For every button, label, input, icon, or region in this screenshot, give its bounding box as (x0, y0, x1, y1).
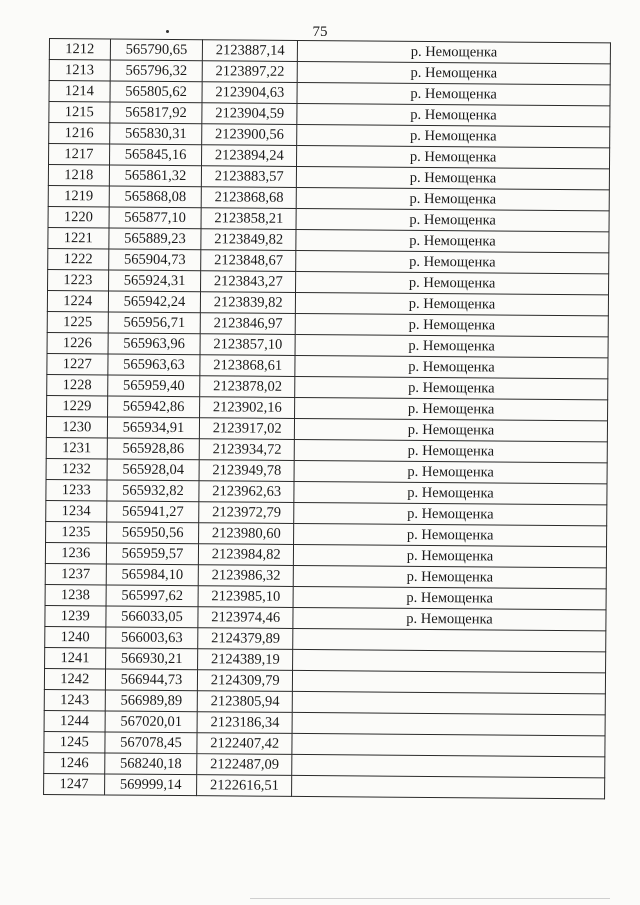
description-cell (293, 649, 606, 672)
description-cell: р. Немощенка (293, 607, 606, 630)
x-coordinate-cell: 565963,63 (108, 354, 201, 376)
y-coordinate-cell: 2123883,57 (202, 166, 297, 188)
x-coordinate-cell: 568240,18 (104, 753, 197, 775)
description-cell: р. Немощенка (294, 544, 607, 567)
y-coordinate-cell: 2123868,61 (200, 355, 295, 377)
x-coordinate-cell: 565956,71 (108, 312, 201, 334)
x-coordinate-cell: 565942,24 (108, 291, 201, 313)
description-cell: р. Немощенка (294, 502, 607, 525)
x-coordinate-cell: 565796,32 (110, 60, 203, 82)
point-number-cell: 1218 (48, 165, 109, 186)
x-coordinate-cell: 565942,86 (107, 396, 200, 418)
description-cell (292, 754, 605, 777)
point-number-cell: 1247 (44, 773, 105, 794)
x-coordinate-cell: 565830,31 (109, 123, 202, 145)
description-cell (293, 670, 606, 693)
point-number-cell: 1225 (47, 311, 108, 332)
description-cell: р. Немощенка (296, 187, 609, 210)
x-coordinate-cell: 565861,32 (109, 165, 202, 187)
y-coordinate-cell: 2123984,82 (199, 544, 294, 566)
point-number-cell: 1235 (46, 521, 107, 542)
x-coordinate-cell: 565845,16 (109, 144, 202, 166)
x-coordinate-cell: 565997,62 (106, 585, 199, 607)
point-number-cell: 1223 (48, 269, 109, 290)
description-cell (292, 691, 605, 714)
point-number-cell: 1226 (47, 332, 108, 353)
y-coordinate-cell: 2123843,27 (201, 271, 296, 293)
x-coordinate-cell: 565928,04 (107, 459, 200, 481)
x-coordinate-cell: 565817,92 (110, 102, 203, 124)
y-coordinate-cell: 2123849,82 (201, 229, 296, 251)
point-number-cell: 1243 (44, 689, 105, 710)
description-cell: р. Немощенка (293, 565, 606, 588)
description-cell: р. Немощенка (296, 166, 609, 189)
point-number-cell: 1215 (49, 102, 110, 123)
description-cell: р. Немощенка (297, 82, 610, 105)
y-coordinate-cell: 2123900,56 (202, 124, 297, 146)
y-coordinate-cell: 2123848,67 (201, 250, 296, 272)
description-cell: р. Немощенка (296, 271, 609, 294)
point-number-cell: 1230 (46, 416, 107, 437)
x-coordinate-cell: 569999,14 (104, 774, 197, 796)
y-coordinate-cell: 2123986,32 (199, 565, 294, 587)
table-row (44, 773, 605, 798)
y-coordinate-cell: 2123974,46 (198, 607, 293, 629)
coordinates-table (43, 38, 611, 799)
y-coordinate-cell: 2123904,63 (202, 82, 297, 104)
scan-dot (166, 30, 169, 33)
y-coordinate-cell: 2124389,19 (198, 649, 293, 671)
x-coordinate-cell: 566944,73 (105, 669, 198, 691)
description-cell (292, 712, 605, 735)
y-coordinate-cell: 2123934,72 (200, 439, 295, 461)
point-number-cell: 1245 (44, 731, 105, 752)
x-coordinate-cell: 567020,01 (105, 711, 198, 733)
y-coordinate-cell: 2123902,16 (200, 397, 295, 419)
table-body (44, 39, 611, 799)
page-number: 75 (312, 24, 328, 40)
y-coordinate-cell: 2123904,59 (202, 103, 297, 125)
point-number-cell: 1241 (45, 647, 106, 668)
description-cell (293, 628, 606, 651)
point-number-cell: 1234 (46, 500, 107, 521)
description-cell: р. Немощенка (296, 208, 609, 231)
x-coordinate-cell: 565889,23 (109, 228, 202, 250)
x-coordinate-cell: 565924,31 (108, 270, 201, 292)
x-coordinate-cell: 565984,10 (106, 564, 199, 586)
point-number-cell: 1242 (44, 668, 105, 689)
x-coordinate-cell: 567078,45 (105, 732, 198, 754)
y-coordinate-cell: 2123857,10 (200, 334, 295, 356)
y-coordinate-cell: 2123980,60 (199, 523, 294, 545)
description-cell: р. Немощенка (295, 376, 608, 399)
point-number-cell: 1217 (49, 144, 110, 165)
x-coordinate-cell: 566003,63 (105, 627, 198, 649)
y-coordinate-cell: 2123805,94 (198, 691, 293, 713)
x-coordinate-cell: 565805,62 (110, 81, 203, 103)
y-coordinate-cell: 2123897,22 (203, 61, 298, 83)
description-cell: р. Немощенка (296, 250, 609, 273)
point-number-cell: 1240 (45, 626, 106, 647)
description-cell (292, 775, 605, 798)
x-coordinate-cell: 565932,82 (107, 480, 200, 502)
y-coordinate-cell: 2123839,82 (201, 292, 296, 314)
description-cell: р. Немощенка (297, 40, 610, 63)
x-coordinate-cell: 565941,27 (106, 501, 199, 523)
scan-artifact-line (250, 898, 610, 899)
point-number-cell: 1227 (47, 353, 108, 374)
description-cell: р. Немощенка (294, 460, 607, 483)
y-coordinate-cell: 2123949,78 (199, 460, 294, 482)
x-coordinate-cell: 565959,57 (106, 543, 199, 565)
y-coordinate-cell: 2123972,79 (199, 502, 294, 524)
x-coordinate-cell: 566033,05 (106, 606, 199, 628)
description-cell: р. Немощенка (295, 355, 608, 378)
point-number-cell: 1237 (45, 563, 106, 584)
point-number-cell: 1239 (45, 605, 106, 626)
point-number-cell: 1238 (45, 584, 106, 605)
x-coordinate-cell: 566930,21 (105, 648, 198, 670)
point-number-cell: 1229 (47, 395, 108, 416)
point-number-cell: 1222 (48, 248, 109, 269)
description-cell: р. Немощенка (295, 313, 608, 336)
y-coordinate-cell: 2123887,14 (203, 40, 298, 62)
point-number-cell: 1214 (49, 81, 110, 102)
x-coordinate-cell: 565963,96 (108, 333, 201, 355)
description-cell: р. Немощенка (294, 481, 607, 504)
y-coordinate-cell: 2122407,42 (197, 733, 292, 755)
x-coordinate-cell: 565904,73 (108, 249, 201, 271)
point-number-cell: 1213 (49, 60, 110, 81)
y-coordinate-cell: 2124379,89 (198, 628, 293, 650)
y-coordinate-cell: 2123917,02 (200, 418, 295, 440)
y-coordinate-cell: 2123894,24 (202, 145, 297, 167)
point-number-cell: 1224 (47, 290, 108, 311)
point-number-cell: 1244 (44, 710, 105, 731)
description-cell: р. Немощенка (295, 397, 608, 420)
x-coordinate-cell: 565959,40 (107, 375, 200, 397)
point-number-cell: 1219 (48, 185, 109, 206)
description-cell: р. Немощенка (297, 145, 610, 168)
description-cell: р. Немощенка (296, 292, 609, 315)
x-coordinate-cell: 565790,65 (110, 39, 203, 61)
y-coordinate-cell: 2123878,02 (200, 376, 295, 398)
point-number-cell: 1216 (49, 123, 110, 144)
y-coordinate-cell: 2123962,63 (199, 481, 294, 503)
description-cell: р. Немощенка (294, 523, 607, 546)
point-number-cell: 1233 (46, 479, 107, 500)
y-coordinate-cell: 2123186,34 (197, 712, 292, 734)
point-number-cell: 1246 (44, 752, 105, 773)
description-cell: р. Немощенка (295, 418, 608, 441)
point-number-cell: 1231 (46, 437, 107, 458)
y-coordinate-cell: 2122487,09 (197, 754, 292, 776)
y-coordinate-cell: 2123985,10 (198, 586, 293, 608)
description-cell: р. Немощенка (297, 103, 610, 126)
x-coordinate-cell: 566989,89 (105, 690, 198, 712)
description-cell: р. Немощенка (293, 586, 606, 609)
x-coordinate-cell: 565928,86 (107, 438, 200, 460)
y-coordinate-cell: 2124309,79 (198, 670, 293, 692)
y-coordinate-cell: 2122616,51 (197, 775, 292, 797)
x-coordinate-cell: 565934,91 (107, 417, 200, 439)
y-coordinate-cell: 2123858,21 (201, 208, 296, 230)
description-cell: р. Немощенка (296, 229, 609, 252)
y-coordinate-cell: 2123846,97 (201, 313, 296, 335)
point-number-cell: 1220 (48, 206, 109, 227)
point-number-cell: 1236 (45, 542, 106, 563)
x-coordinate-cell: 565868,08 (109, 186, 202, 208)
point-number-cell: 1232 (46, 458, 107, 479)
x-coordinate-cell: 565877,10 (109, 207, 202, 229)
description-cell: р. Немощенка (297, 124, 610, 147)
x-coordinate-cell: 565950,56 (106, 522, 199, 544)
point-number-cell: 1221 (48, 227, 109, 248)
y-coordinate-cell: 2123868,68 (202, 187, 297, 209)
description-cell: р. Немощенка (297, 61, 610, 84)
point-number-cell: 1228 (47, 374, 108, 395)
point-number-cell: 1212 (49, 39, 110, 60)
description-cell: р. Немощенка (294, 439, 607, 462)
description-cell (292, 733, 605, 756)
description-cell: р. Немощенка (295, 334, 608, 357)
